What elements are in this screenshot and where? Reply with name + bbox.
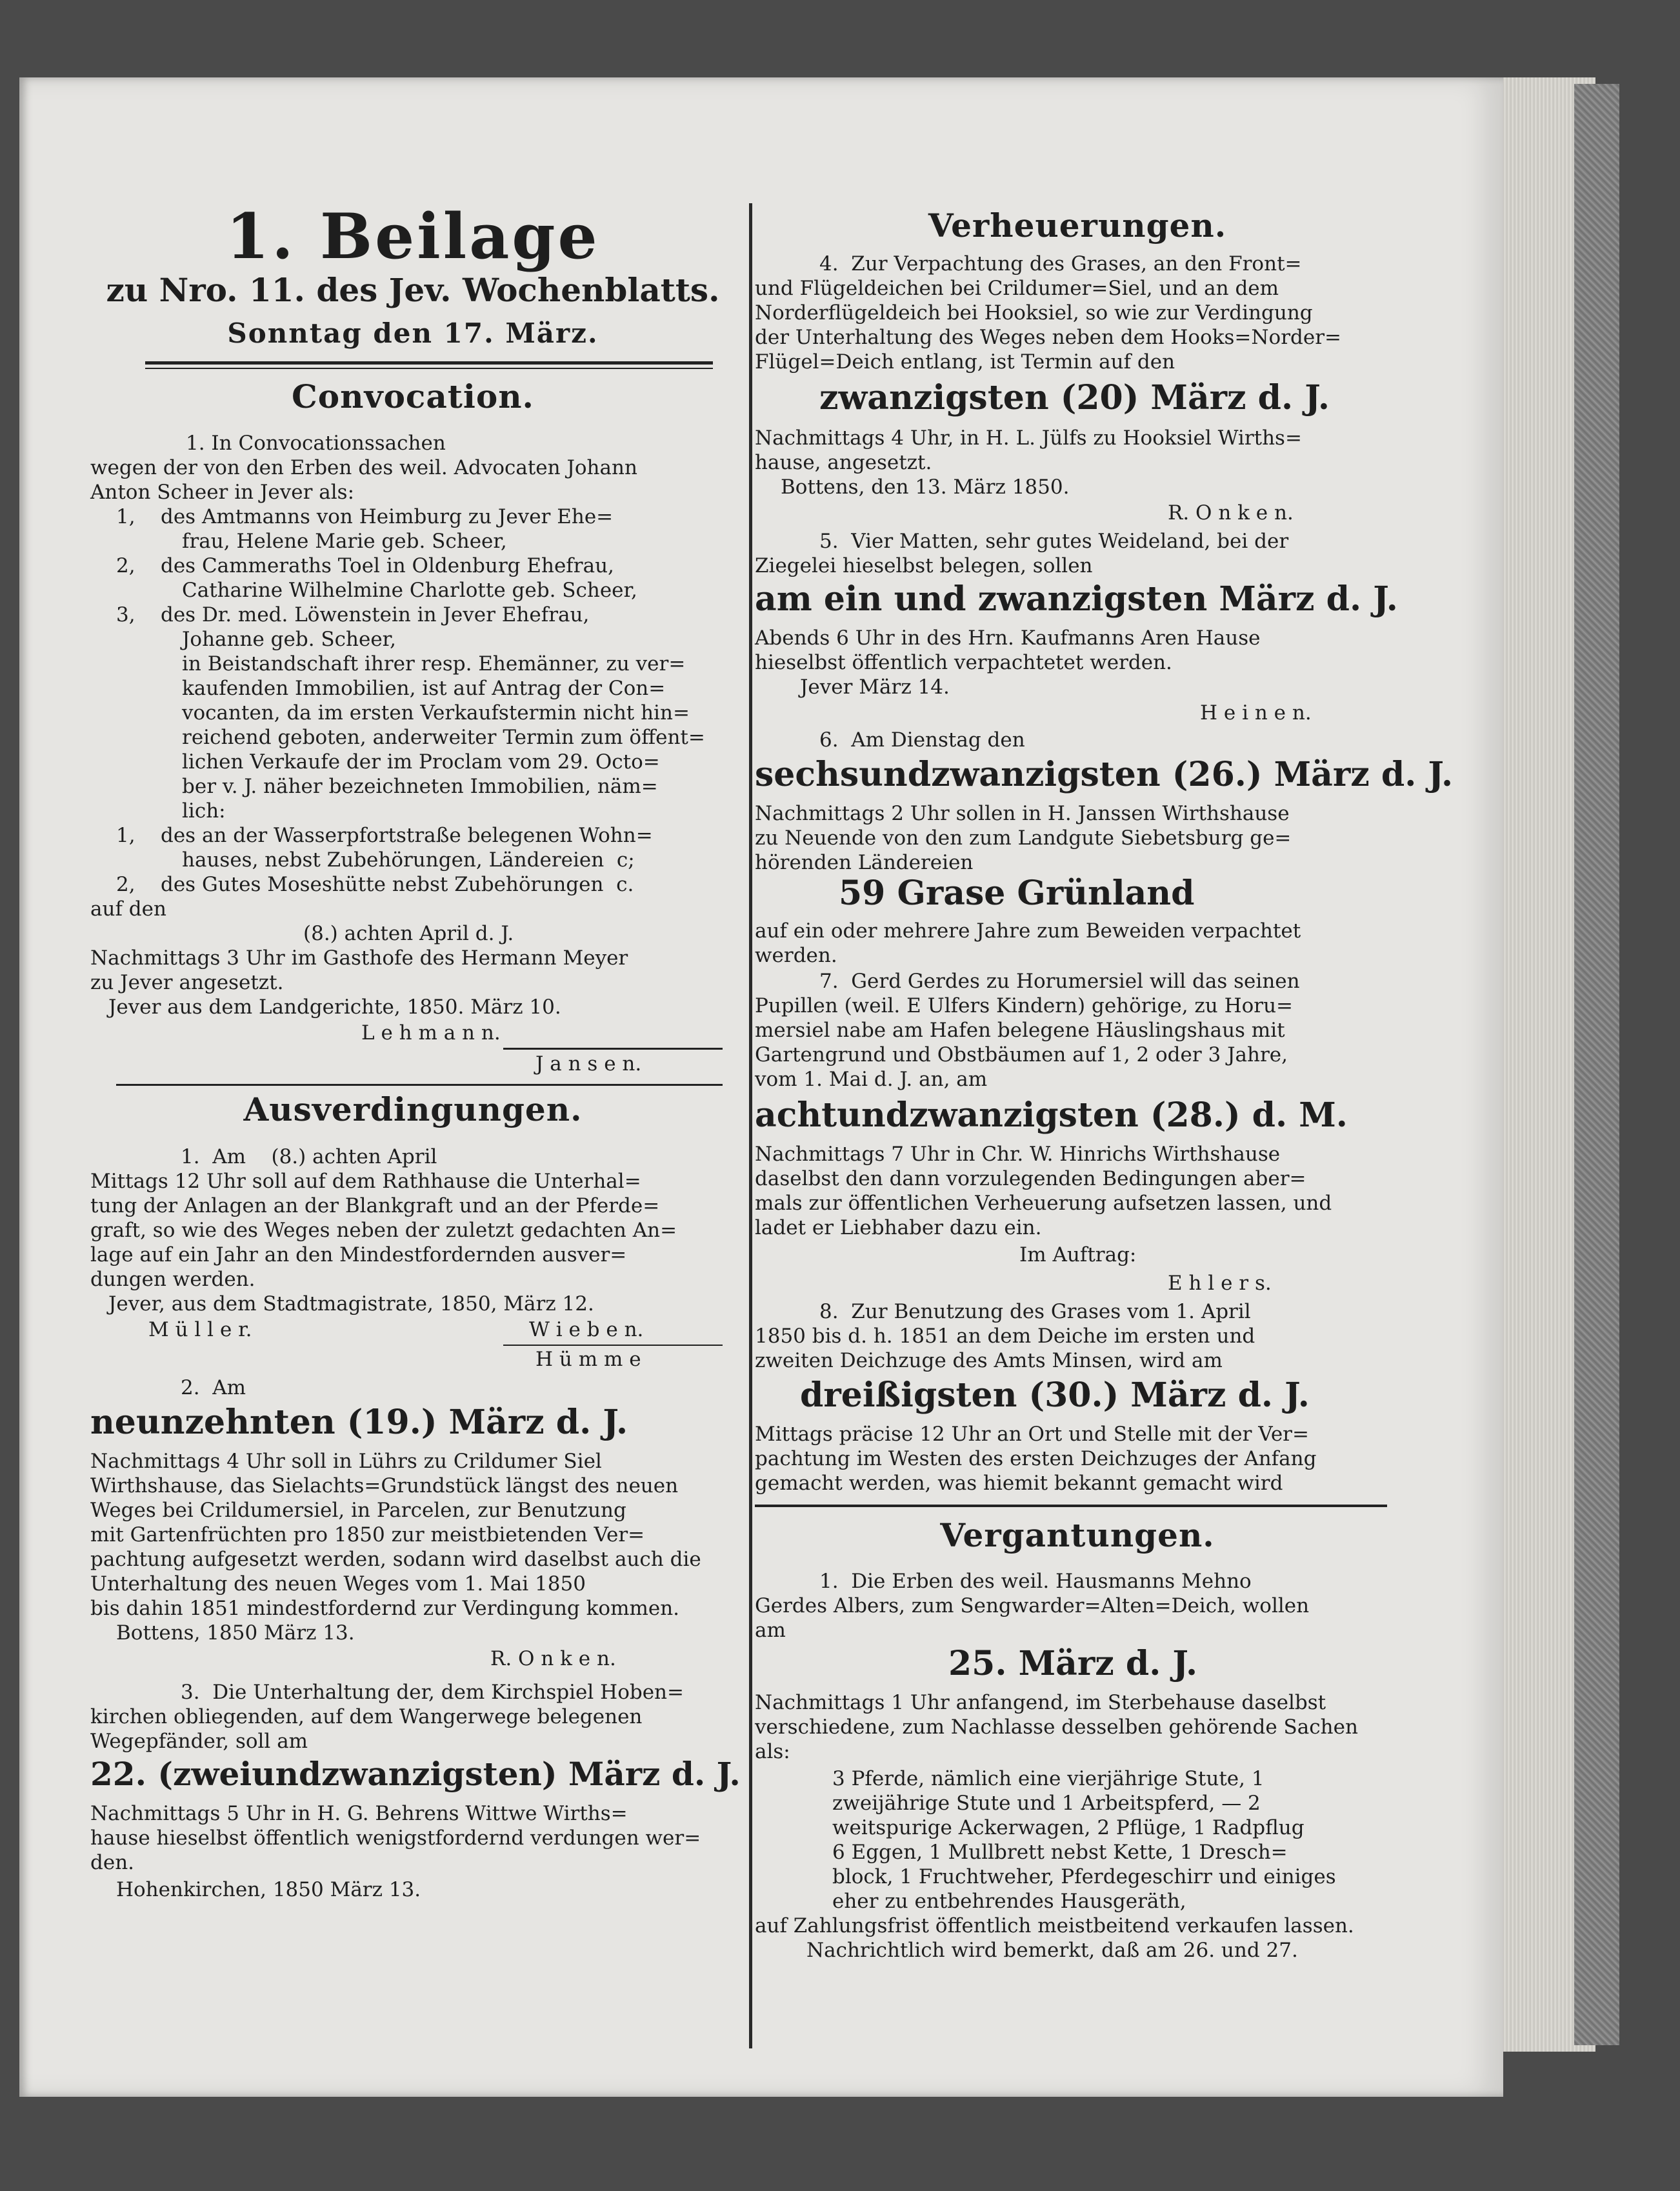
text-line: Abends 6 Uhr in des Hrn. Kaufmanns Aren Hause — [755, 626, 1261, 650]
text-line: auf den — [90, 897, 166, 921]
signature-line: W i e b e n. — [529, 1318, 644, 1341]
text-line: reichend geboten, anderweiter Termin zum öffent= — [182, 726, 705, 749]
text-line: Wegepfänder, soll am — [90, 1730, 308, 1753]
text-line: Nachmittags 3 Uhr im Gasthofe des Hermann Meyer — [90, 946, 628, 970]
text-line: werden. — [755, 944, 837, 967]
text-line: 1. Die Erben des weil. Hausmanns Mehno — [819, 1570, 1252, 1593]
newspaper-page — [19, 77, 1503, 2097]
header-rule — [145, 361, 713, 365]
text-line: graft, so wie des Weges neben der zuletzt gedachten An= — [90, 1219, 677, 1242]
page-date: Sonntag den 17. März. — [227, 317, 599, 349]
text-line: vocanten, da im ersten Verkaufstermin nicht hin= — [182, 701, 690, 725]
text-line: Gerdes Albers, zum Sengwarder=Alten=Deich, wollen — [755, 1594, 1310, 1617]
signature-line: R. O n k e n. — [490, 1647, 616, 1670]
text-line: in Beistandschaft ihrer resp. Ehemänner, zu ver= — [182, 652, 686, 675]
signature-line: M ü l l e r. — [148, 1318, 252, 1341]
section-heading-ausverdingungen: Ausverdingungen. — [243, 1090, 583, 1128]
text-line: Anton Scheer in Jever als: — [90, 481, 355, 504]
text-line: 1850 bis d. h. 1851 an dem Deiche im ersten und — [755, 1325, 1255, 1348]
text-line: auf ein oder mehrere Jahre zum Beweiden verpachtet — [755, 919, 1301, 943]
page-title: 1. Beilage — [226, 200, 600, 273]
text-line: Norderflügeldeich bei Hooksiel, so wie zur Verdingung — [755, 301, 1313, 325]
text-line: als: — [755, 1740, 790, 1763]
text-line: 3 Pferde, nämlich eine vierjährige Stute, 1 — [832, 1767, 1265, 1790]
text-line: mit Gartenfrüchten pro 1850 zur meistbietenden Ver= — [90, 1523, 645, 1546]
text-line: mersiel nabe am Hafen belegene Häuslingshaus mit — [755, 1019, 1285, 1042]
text-line: (8.) achten April d. J. — [303, 922, 514, 945]
signature-line: L e h m a n n. — [361, 1021, 501, 1045]
text-line: und Flügeldeichen bei Crildumer=Siel, und an dem — [755, 277, 1279, 300]
text-line: dungen werden. — [90, 1268, 255, 1291]
text-line: hauses, nebst Zubehörungen, Ländereien c; — [182, 848, 635, 872]
text-line: ladet er Liebhaber dazu ein. — [755, 1216, 1042, 1239]
section-heading-vergantungen: Vergantungen. — [940, 1516, 1215, 1554]
date-headline: sechsundzwanzigsten (26.) März d. J. — [755, 755, 1454, 794]
signature-line: J a n s e n. — [535, 1052, 642, 1075]
text-line: Jever, aus dem Stadtmagistrate, 1850, März 12. — [108, 1292, 594, 1316]
text-line: Bottens, 1850 März 13. — [116, 1621, 355, 1645]
text-line: Nachmittags 4 Uhr soll in Lührs zu Crildumer Siel — [90, 1450, 602, 1473]
text-line: vom 1. Mai d. J. an, am — [755, 1068, 988, 1091]
text-line: bis dahin 1851 mindestfordernd zur Verdingung kommen. — [90, 1597, 680, 1620]
text-line: Gartengrund und Obstbäumen auf 1, 2 oder 3 Jahre, — [755, 1043, 1288, 1066]
section-heading-verheuerungen: Verheuerungen. — [928, 206, 1227, 245]
text-line: Unterhaltung des neuen Weges vom 1. Mai 1850 — [90, 1572, 586, 1596]
text-line: lich: — [182, 799, 226, 823]
header-rule-thin — [145, 368, 713, 369]
text-line: block, 1 Fruchtweher, Pferdegeschirr und einiges — [832, 1865, 1336, 1888]
text-line: lichen Verkaufe der im Proclam vom 29. Octo= — [182, 750, 660, 774]
text-line: Jever März 14. — [800, 675, 950, 699]
text-line: 6 Eggen, 1 Mullbrett nebst Kette, 1 Dresch= — [832, 1841, 1288, 1864]
text-line: zu Jever angesetzt. — [90, 971, 284, 994]
text-line: der Unterhaltung des Weges neben dem Hooks=Norder= — [755, 326, 1341, 349]
text-line: Flügel=Deich entlang, ist Termin auf den — [755, 350, 1175, 374]
text-line: 3. Die Unterhaltung der, dem Kirchspiel Hoben= — [181, 1681, 684, 1704]
text-line: pachtung im Westen des ersten Deichzuges der Anfang — [755, 1447, 1317, 1470]
text-line: 1, des Amtmanns von Heimburg zu Jever Ehe= — [116, 505, 614, 528]
text-line: 4. Zur Verpachtung des Grases, an den Front= — [819, 252, 1302, 275]
text-line: 6. Am Dienstag den — [819, 728, 1025, 752]
text-line: hieselbst öffentlich verpachtetet werden. — [755, 651, 1172, 674]
text-line: hörenden Ländereien — [755, 851, 974, 874]
text-line: tung der Anlagen an der Blankgraft und an der Pferde= — [90, 1194, 660, 1217]
text-line: Wirthshause, das Sielachts=Grundstück längst des neuen — [90, 1474, 679, 1497]
text-line: den. — [90, 1851, 135, 1874]
text-line: mals zur öffentlichen Verheuerung aufsetzen lassen, und — [755, 1192, 1332, 1215]
text-line: Weges bei Crildumersiel, in Parcelen, zur Benutzung — [90, 1499, 626, 1522]
text-line: Bottens, den 13. März 1850. — [781, 475, 1070, 499]
text-line: Nachmittags 2 Uhr sollen in H. Janssen Wirthshause — [755, 802, 1290, 825]
text-line: 2, des Cammeraths Toel in Oldenburg Ehefrau, — [116, 554, 614, 577]
text-line: frau, Helene Marie geb. Scheer, — [182, 530, 507, 553]
text-line: daselbst den dann vorzulegenden Bedingungen aber= — [755, 1167, 1306, 1190]
text-line: gemacht werden, was hiemit bekannt gemacht wird — [755, 1472, 1283, 1495]
text-line: 3, des Dr. med. Löwenstein in Jever Ehefrau, — [116, 603, 590, 626]
date-headline: dreißigsten (30.) März d. J. — [800, 1376, 1310, 1415]
date-headline: 59 Grase Grünland — [839, 874, 1195, 913]
text-line: 1. Am (8.) achten April — [181, 1145, 437, 1168]
text-line: zweijährige Stute und 1 Arbeitspferd, — 2 — [832, 1792, 1261, 1815]
text-line: 2. Am — [181, 1376, 246, 1399]
text-line: Ziegelei hieselbst belegen, sollen — [755, 554, 1093, 577]
text-line: 5. Vier Matten, sehr gutes Weideland, bei der — [819, 530, 1289, 553]
text-line: Catharine Wilhelmine Charlotte geb. Scheer, — [182, 579, 637, 602]
text-line: 1, des an der Wasserpfortstraße belegenen Wohn= — [116, 824, 653, 847]
signature-line: H e i n e n. — [1200, 701, 1312, 725]
text-line: Hohenkirchen, 1850 März 13. — [116, 1878, 421, 1901]
section-rule — [116, 1084, 723, 1086]
text-line: kaufenden Immobilien, ist auf Antrag der Con= — [182, 677, 666, 700]
text-line: verschiedene, zum Nachlasse desselben gehörende Sachen — [755, 1716, 1358, 1739]
text-line: 7. Gerd Gerdes zu Horumersiel will das seinen — [819, 970, 1300, 993]
text-line: kirchen obliegenden, auf dem Wangerwege belegenen — [90, 1705, 643, 1728]
text-line: zu Neuende von den zum Landgute Siebetsburg ge= — [755, 826, 1292, 850]
text-line: Mittags 12 Uhr soll auf dem Rathhause die Unterhal= — [90, 1170, 641, 1193]
signature-line: E h l e r s. — [1168, 1272, 1272, 1295]
text-line: Jever aus dem Landgerichte, 1850. März 10. — [108, 995, 561, 1019]
page-subtitle: zu Nro. 11. des Jev. Wochenblatts. — [106, 271, 720, 309]
date-headline: neunzehnten (19.) März d. J. — [90, 1403, 628, 1442]
date-headline: am ein und zwanzigsten März d. J. — [755, 579, 1398, 619]
signature-rule — [503, 1048, 723, 1050]
text-line: Nachmittags 1 Uhr anfangend, im Sterbehause daselbst — [755, 1691, 1326, 1714]
text-line: pachtung aufgesetzt werden, sodann wird daselbst auch die — [90, 1548, 701, 1571]
text-line: Nachmittags 7 Uhr in Chr. W. Hinrichs Wirthshause — [755, 1143, 1281, 1166]
text-line: Nachmittags 5 Uhr in H. G. Behrens Wittwe Wirths= — [90, 1802, 628, 1825]
text-line: eher zu entbehrendes Hausgeräth, — [832, 1890, 1186, 1913]
text-line: Nachrichtlich wird bemerkt, daß am 26. und 27. — [806, 1939, 1298, 1962]
text-line: Johanne geb. Scheer, — [182, 628, 396, 651]
text-line: auf Zahlungsfrist öffentlich meistbeitend verkaufen lassen. — [755, 1914, 1354, 1937]
text-line: 1. In Convocationssachen — [186, 432, 446, 455]
book-cover-edge — [1574, 84, 1619, 2045]
column-divider — [749, 203, 752, 2048]
text-line: 8. Zur Benutzung des Grases vom 1. April — [819, 1300, 1251, 1323]
text-line: ber v. J. näher bezeichneten Immobilien, näm= — [182, 775, 658, 798]
text-line: am — [755, 1619, 786, 1642]
text-line: Im Auftrag: — [1019, 1243, 1137, 1266]
date-headline: achtundzwanzigsten (28.) d. M. — [755, 1096, 1348, 1135]
signature-line: R. O n k e n. — [1168, 501, 1294, 525]
date-headline: zwanzigsten (20) März d. J. — [819, 378, 1330, 417]
text-line: lage auf ein Jahr an den Mindestfordernden ausver= — [90, 1243, 627, 1266]
section-rule — [755, 1505, 1387, 1507]
signature-line: H ü m m e — [535, 1348, 641, 1371]
text-line: wegen der von den Erben des weil. Advocaten Johann — [90, 456, 637, 479]
text-line: zweiten Deichzuge des Amts Minsen, wird am — [755, 1349, 1223, 1372]
date-headline: 25. März d. J. — [948, 1644, 1198, 1683]
text-line: Nachmittags 4 Uhr, in H. L. Jülfs zu Hooksiel Wirths= — [755, 426, 1302, 450]
text-line: 2, des Gutes Moseshütte nebst Zubehörungen c. — [116, 873, 634, 896]
text-line: Pupillen (weil. E Ulfers Kindern) gehörige, zu Horu= — [755, 994, 1294, 1017]
text-line: weitspurige Ackerwagen, 2 Pflüge, 1 Radpflug — [832, 1816, 1305, 1839]
text-line: Mittags präcise 12 Uhr an Ort und Stelle mit der Ver= — [755, 1423, 1309, 1446]
text-line: hause, angesetzt. — [755, 451, 932, 474]
text-line: hause hieselbst öffentlich wenigstfordernd verdungen wer= — [90, 1826, 701, 1850]
signature-rule — [503, 1345, 723, 1346]
date-headline: 22. (zweiundzwanzigsten) März d. J. — [90, 1755, 741, 1793]
section-heading-convocation: Convocation. — [292, 377, 534, 415]
